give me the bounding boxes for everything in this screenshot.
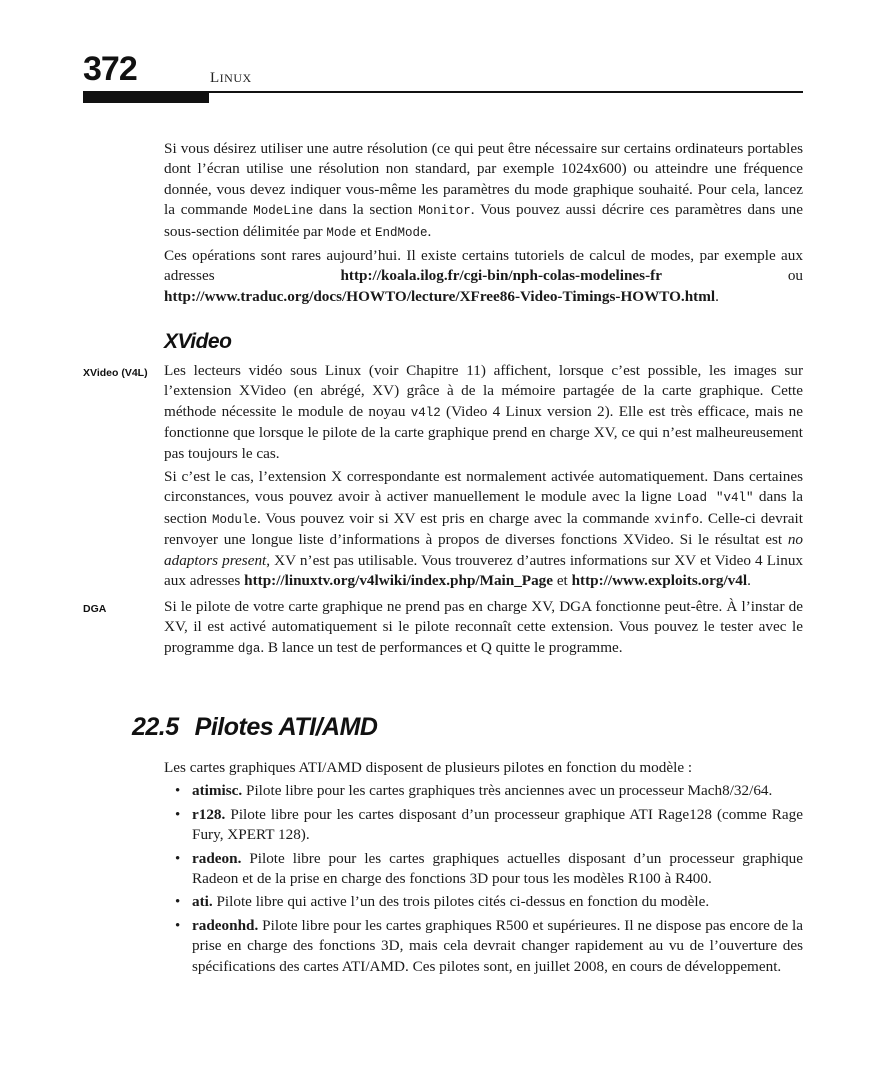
section-title [132, 713, 377, 742]
running-head-rest: INUX [219, 71, 252, 85]
code-mode: Mode [326, 225, 357, 240]
list-item-text: Pilote libre pour les cartes graphiques R500 et supérieures. Il ne dispose pas encore de la prise en charge des fonctions 3D, mais cela devrait changer rapidement au vu de l’ouverture des spécifications des cartes ATI/AMD. Ces pilotes sont, en juillet 2008, en cours de développement. [192, 916, 803, 975]
intro-paragraph-2: Ces opérations sont rares aujourd’hui. Il existe certains tutoriels de calcul de modes, par exemple aux adresses http://koala.ilog.fr/cgi-bin/nph-colas-modelines-fr ou http://www.traduc.org/docs/HOWTO/lecture/XFree86-Video-Timings-HOWTO.html. [164, 247, 803, 305]
list-item [164, 916, 803, 977]
list-item-text: Pilote libre qui active l’un des trois pilotes cités ci-dessus en fonction du modèle. [212, 893, 710, 911]
code-endmode: EndMode [374, 225, 428, 240]
dga-block [164, 597, 803, 659]
list-item-term: r128. [192, 805, 226, 823]
code-dga: dga [237, 641, 261, 656]
list-item-term: atimisc. [192, 782, 243, 800]
section-title-text: Pilotes ATI/AMD [194, 713, 378, 741]
driver-list [164, 781, 803, 977]
margin-note-xvideo: XVideo (V4L) [83, 367, 148, 379]
list-item-term: radeon. [192, 849, 242, 867]
page-number: 372 [83, 50, 137, 88]
code-xvinfo: xvinfo [654, 512, 700, 527]
code-v4l2: v4l2 [410, 405, 441, 420]
code-monitor: Monitor [418, 204, 471, 219]
dga-paragraph: Si le pilote de votre carte graphique ne prend pas en charge XV, DGA fonctionne peut-être. À l’instar de XV, il est activé automatiquement si le pilote reconnaît cette extension. Vous pouvez le tester avec le programme dga. B lance un test de performances et Q quitte le programme. [164, 598, 803, 656]
xvideo-heading: XVideo [164, 330, 232, 353]
intro-paragraph-1: Si vous désirez utiliser une autre résolution (ce qui peut être nécessaire sur certains ordinateurs portables dont l’écran utilise une résolution non standard, par exemple 1024x600) ou atteindre une fréquence donnée, vous devez indiquer vous-même les paramètres du mode graphique souhaité. Pour cela, lancez la commande ModeLine dans la section Monitor. Vous pouvez aussi décrire ces paramètres dans une sous-section délimitée par Mode et EndMode. [164, 140, 803, 240]
section-block [164, 758, 803, 977]
list-item-text: Pilote libre pour les cartes graphiques très anciennes avec un processeur Mach8/32/64. [242, 782, 773, 800]
intro-block [164, 139, 803, 307]
list-item [164, 849, 803, 890]
list-item-text: Pilote libre pour les cartes disposant d’un processeur graphique ATI Rage128 (comme Rage Fury, XPERT 128). [192, 805, 803, 844]
running-head [210, 70, 252, 87]
section-number: 22.5 [132, 713, 179, 741]
xvideo-block [164, 361, 803, 591]
xvideo-paragraph-1: Les lecteurs vidéo sous Linux (voir Chapitre 11) affichent, lorsque c’est possible, les images sur l’extension XVideo (en abrégé, XV) grâce à de la mémoire partagée de la carte graphique. Cette méthode nécessite le module de noyau v4l2 (Video 4 Linux version 2). Elle est très efficace, mais ne fonctionne que lorsque le pilote de la carte graphique prend en charge XV, ce qui n’est malheureusement pas toujours le cas. [164, 362, 803, 462]
list-item [164, 892, 803, 912]
list-item-term: radeonhd. [192, 916, 259, 934]
url-exploits[interactable]: http://www.exploits.org/v4l [571, 572, 748, 590]
code-load-v4l: Load "v4l" [677, 491, 754, 506]
url-koala[interactable]: http://koala.ilog.fr/cgi-bin/nph-colas-modelines-fr [340, 267, 662, 285]
xvideo-paragraph-2: Si c’est le cas, l’extension X correspondante est normalement activée automatiquement. Dans certaines circonstances, vous pouvez avoir à activer manuellement le module avec la ligne Load "v4l" dans la section Module. Vous pouvez voir si XV est pris en charge avec la commande xvinfo. Celle-ci devrait renvoyer une longue liste d’informations à propos de diverses fonctions XVideo. Si le résultat est no adaptors present, XV n’est pas utilisable. Vous trouverez d’autres informations sur XV et Video 4 Linux aux adresses http://linuxtv.org/v4lwiki/index.php/Main_Page et http://www.exploits.org/v4l. [164, 468, 804, 590]
section-intro: Les cartes graphiques ATI/AMD disposent de plusieurs pilotes en fonction du modèle : [164, 759, 693, 776]
running-head-initial: L [210, 70, 220, 86]
list-item-text: Pilote libre pour les cartes graphiques actuelles disposant d’un processeur graphique Radeon et de la prise en charge des fonctions 3D pour tous les modèles R100 à R400. [192, 849, 803, 888]
code-module: Module [211, 512, 257, 527]
list-item [164, 781, 803, 801]
header-rule-accent [83, 93, 209, 103]
list-item [164, 805, 803, 846]
url-linuxtv[interactable]: http://linuxtv.org/v4lwiki/index.php/Main_Page [244, 572, 554, 590]
list-item-term: ati. [192, 893, 213, 911]
emphasis-no-adaptors: no adaptors present [164, 531, 803, 569]
code-modeline: ModeLine [253, 204, 314, 219]
url-traduc[interactable]: http://www.traduc.org/docs/HOWTO/lecture/XFree86-Video-Timings-HOWTO.html [164, 287, 716, 305]
margin-note-dga: DGA [83, 603, 107, 615]
